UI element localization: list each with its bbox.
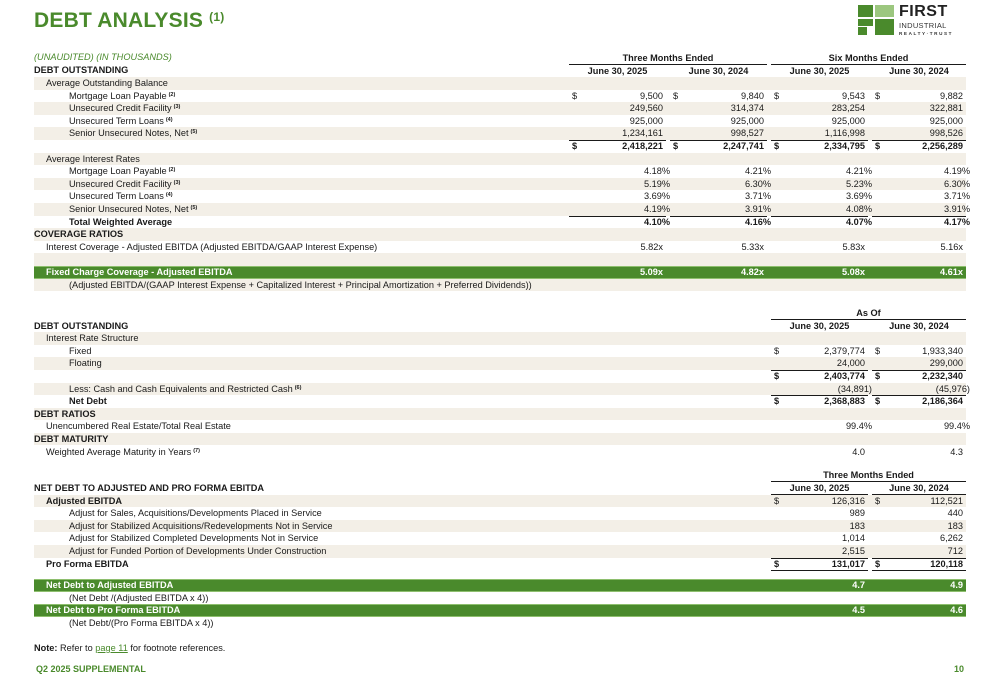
cell-value: 4.6 (950, 605, 963, 616)
currency: $ (875, 90, 881, 101)
table-row (34, 507, 966, 520)
cell-value: 5.08x (842, 266, 865, 277)
col-date: June 30, 2024 (872, 482, 966, 495)
cell-value: 5.82x (640, 241, 663, 252)
table-row (34, 345, 966, 358)
total-value: 120,118 (930, 558, 963, 569)
cell-value: 6.30% (744, 178, 771, 189)
currency: $ (572, 90, 578, 101)
currency: $ (774, 141, 780, 151)
total-row (34, 216, 970, 229)
table-row (34, 420, 970, 433)
cell-value: 5.16x (940, 241, 963, 252)
section-title: NET DEBT TO ADJUSTED AND PRO FORMA EBITDA (34, 483, 265, 493)
total-value: 4.17% (943, 216, 970, 227)
table-row (34, 178, 970, 191)
table-row (34, 190, 970, 203)
cell-value: 6.30% (943, 178, 970, 189)
currency: $ (774, 345, 780, 356)
cell-value: 4.18% (643, 166, 670, 177)
currency: $ (774, 495, 780, 506)
cell-value: 9,840 (741, 90, 764, 101)
subsection-header (34, 332, 966, 345)
row-label: Senior Unsecured Notes, Net $^{(5)}$ (69, 204, 198, 214)
cell-value: 314,374 (730, 103, 764, 114)
cell-value: 4.9 (950, 580, 963, 590)
cell-value: 1,116,998 (824, 128, 865, 139)
row-label: Unsecured Credit Facility $^{(3)}$ (69, 178, 181, 189)
spacer-row (34, 253, 966, 266)
formula-text: (Net Debt /(Adjusted EBITDA x 4)) (69, 592, 209, 603)
cell-value: 998,526 (929, 128, 963, 139)
cell-value: 3.91% (943, 204, 970, 214)
table-row (34, 90, 966, 103)
cell-value: 2,379,774 (824, 345, 865, 356)
total-value: 2,256,289 (922, 141, 963, 151)
cell-value: 299,000 (929, 358, 963, 369)
cell-value: 99.4% (845, 421, 872, 432)
total-row (34, 395, 966, 408)
cell-value: 3.71% (744, 191, 771, 202)
col-date: June 30, 2024 (670, 65, 767, 78)
subsection-header (34, 153, 966, 166)
col-group-as-of: As Of (771, 307, 966, 320)
total-row (34, 370, 966, 383)
cell-value: 4.0 (852, 446, 865, 457)
cell-value: 4.19% (943, 166, 970, 177)
row-label: Adjust for Stabilized Acquisitions/Redevelopments Not in Service (69, 520, 333, 531)
table-row (34, 495, 966, 508)
section-title: DEBT RATIOS (34, 408, 96, 419)
cell-value: 4.08% (845, 204, 872, 214)
currency: $ (774, 558, 780, 569)
cell-value: 249,560 (629, 103, 663, 114)
footnote-note (34, 643, 225, 653)
total-value: 4.10% (643, 216, 670, 227)
row-label: Unencumbered Real Estate/Total Real Estate (46, 421, 231, 432)
row-label: Mortgage Loan Payable $^{(2)}$ (69, 166, 176, 177)
page-title-text: DEBT ANALYSIS (34, 9, 204, 32)
total-value: 2,232,340 (922, 370, 963, 381)
row-label: Unsecured Credit Facility $^{(3)}$ (69, 103, 181, 114)
cell-value: 126,316 (831, 495, 865, 506)
currency: $ (875, 345, 881, 356)
total-value: 2,368,883 (824, 396, 865, 407)
total-row (34, 140, 966, 153)
row-label: Net Debt to Adjusted EBITDA (46, 580, 174, 590)
total-row (34, 558, 966, 571)
cell-value: 998,527 (730, 128, 764, 139)
cell-value: 6,262 (940, 533, 963, 544)
cell-value: 4.3 (950, 446, 963, 457)
row-label: Less: Cash and Cash Equivalents and Restricted Cash $^{(6)}$ (69, 383, 302, 394)
section-header (34, 64, 966, 77)
section-title: DEBT OUTSTANDING (34, 65, 129, 75)
section-header (34, 320, 966, 333)
cell-value: 24,000 (836, 358, 865, 369)
cell-value: 4.7 (852, 580, 865, 590)
logo-mark-icon (858, 5, 894, 35)
note-text: Refer to (57, 643, 96, 653)
cell-value: 3.71% (943, 191, 970, 202)
col-date: June 30, 2025 (771, 482, 868, 495)
row-label: Fixed Charge Coverage - Adjusted EBITDA (46, 266, 233, 277)
currency: $ (774, 90, 780, 101)
cell-value: 4.61x (940, 266, 963, 277)
table-row (34, 545, 966, 558)
row-label: Weighted Average Maturity in Years $^{(7)}$ (46, 446, 200, 457)
cell-value: 2,515 (842, 546, 865, 556)
highlight-row (34, 604, 966, 617)
cell-value: 9,543 (842, 90, 865, 101)
table-row (34, 165, 970, 178)
cell-value: 5.23% (845, 178, 872, 189)
currency: $ (875, 495, 881, 506)
currency: $ (673, 141, 679, 151)
total-value: 2,186,364 (922, 396, 963, 407)
title-footnote: (1) (209, 10, 225, 24)
table-row (34, 520, 966, 533)
subsection-title: Interest Rate Structure (46, 333, 139, 344)
currency: $ (774, 370, 780, 381)
section-header (34, 408, 966, 421)
cell-value: 1,933,340 (922, 345, 963, 356)
currency: $ (774, 396, 780, 407)
row-label: Mortgage Loan Payable $^{(2)}$ (69, 90, 176, 101)
highlight-row (34, 579, 966, 592)
table-row (34, 127, 966, 140)
total-value: 2,334,795 (824, 141, 865, 151)
row-label: Interest Coverage - Adjusted EBITDA (Adjusted EBITDA/GAAP Interest Expense) (46, 241, 378, 252)
cell-value: 322,881 (929, 103, 963, 114)
cell-value: 283,254 (831, 103, 865, 114)
formula-row (34, 617, 966, 630)
currency: $ (572, 141, 578, 151)
cell-value: 5.83x (842, 241, 865, 252)
cell-value: 4.21% (845, 166, 872, 177)
cell-value: 3.69% (845, 191, 872, 202)
cell-value: 99.4% (943, 421, 970, 432)
cell-value: 9,882 (940, 90, 963, 101)
row-label: Fixed (69, 345, 92, 356)
cell-value: (34,891) (837, 383, 872, 394)
cell-value: (45,976) (935, 383, 970, 394)
cell-value: 5.19% (643, 178, 670, 189)
table-row (34, 241, 966, 254)
cell-value: 440 (947, 508, 963, 519)
row-label: Adjusted EBITDA (46, 495, 123, 506)
currency: $ (673, 90, 679, 101)
table-row (34, 446, 966, 459)
table-row (34, 115, 966, 128)
row-label: Floating (69, 358, 102, 369)
section-title: DEBT MATURITY (34, 433, 109, 444)
highlight-row (34, 266, 966, 279)
cell-value: 3.91% (744, 204, 771, 214)
cell-value: 1,014 (842, 533, 865, 544)
row-label: Adjust for Funded Portion of Developments Under Construction (69, 546, 327, 556)
table-row (34, 357, 966, 370)
row-label: Adjust for Sales, Acquisitions/Developments Placed in Service (69, 508, 322, 519)
note-prefix: Note: (34, 643, 58, 653)
cell-value: 5.09x (640, 266, 663, 277)
currency: $ (875, 370, 881, 381)
section-header (34, 433, 966, 446)
currency: $ (875, 141, 881, 151)
note-text: for footnote references. (127, 643, 226, 653)
formula-text: (Net Debt/(Pro Forma EBITDA x 4)) (69, 618, 214, 628)
row-label: Unsecured Term Loans $^{(4)}$ (69, 191, 173, 202)
table-row (34, 203, 970, 216)
col-date: June 30, 2024 (872, 320, 966, 333)
section-header (34, 228, 966, 241)
col-date: June 30, 2024 (872, 65, 966, 78)
unaudited-note: (UNAUDITED) (IN THOUSANDS) (34, 52, 172, 62)
row-label: Net Debt (69, 396, 107, 407)
subsection-title: Average Outstanding Balance (46, 78, 168, 88)
cell-value: 4.82x (741, 266, 764, 277)
total-value: 4.16% (744, 216, 771, 227)
table-row (34, 383, 970, 396)
row-label: Adjust for Stabilized Completed Developments Not in Service (69, 533, 319, 544)
cell-value: 183 (849, 520, 865, 531)
cell-value: 9,500 (640, 90, 663, 101)
subsection-title: Average Interest Rates (46, 153, 140, 164)
cell-value: 183 (947, 520, 963, 531)
col-date: June 30, 2025 (771, 320, 868, 333)
section-title: COVERAGE RATIOS (34, 229, 124, 240)
cell-value: 989 (849, 508, 865, 519)
cell-value: 925,000 (629, 115, 663, 126)
cell-value: 3.69% (643, 191, 670, 202)
logo-word-industrial: INDUSTRIAL (899, 21, 947, 30)
formula-row (34, 592, 966, 605)
row-label: Senior Unsecured Notes, Net $^{(5)}$ (69, 128, 198, 139)
total-value: 4.07% (845, 216, 872, 227)
cell-value: 4.5 (852, 605, 865, 616)
cell-value: 712 (947, 546, 963, 556)
row-label: Total Weighted Average (69, 216, 173, 227)
section-header (34, 482, 966, 495)
page-11-link[interactable]: page 11 (95, 643, 128, 653)
section-title: DEBT OUTSTANDING (34, 320, 129, 331)
cell-value: 925,000 (831, 115, 865, 126)
col-group-three-months: Three Months Ended (771, 469, 966, 482)
col-group-six-months: Six Months Ended (771, 52, 966, 65)
total-value: 2,247,741 (723, 141, 764, 151)
row-label: Pro Forma EBITDA (46, 558, 129, 569)
row-label: Unsecured Term Loans $^{(4)}$ (69, 115, 173, 126)
footer-label: Q2 2025 SUPPLEMENTAL (36, 664, 146, 674)
subtitle-row (34, 51, 966, 64)
company-logo (858, 5, 963, 37)
total-value: 131,017 (831, 558, 865, 569)
page-title (34, 9, 224, 33)
logo-word-realty-trust: REALTY·TRUST (899, 31, 954, 36)
row-label: Net Debt to Pro Forma EBITDA (46, 605, 181, 616)
subsection-header (34, 77, 966, 90)
cell-value: 4.19% (643, 204, 670, 214)
currency: $ (875, 396, 881, 407)
cell-value: 5.33x (741, 241, 764, 252)
formula-text: (Adjusted EBITDA/(GAAP Interest Expense + Capitalized Interest + Principal Amortization + Preferred Dividends)) (69, 279, 532, 290)
col-date: June 30, 2025 (771, 65, 868, 78)
table-row (34, 532, 966, 545)
currency: $ (875, 558, 881, 569)
logo-word-first: FIRST (899, 3, 948, 20)
cell-value: 112,521 (930, 495, 963, 506)
formula-row (34, 279, 966, 292)
total-value: 2,403,774 (824, 370, 865, 381)
col-group-three-months: Three Months Ended (569, 52, 767, 65)
cell-value: 4.21% (744, 166, 771, 177)
table-row (34, 102, 966, 115)
page-number: 10 (954, 664, 965, 674)
cell-value: 925,000 (730, 115, 764, 126)
col-date: June 30, 2025 (569, 65, 666, 78)
cell-value: 1,234,161 (622, 128, 663, 139)
cell-value: 925,000 (929, 115, 963, 126)
total-value: 2,418,221 (622, 141, 663, 151)
